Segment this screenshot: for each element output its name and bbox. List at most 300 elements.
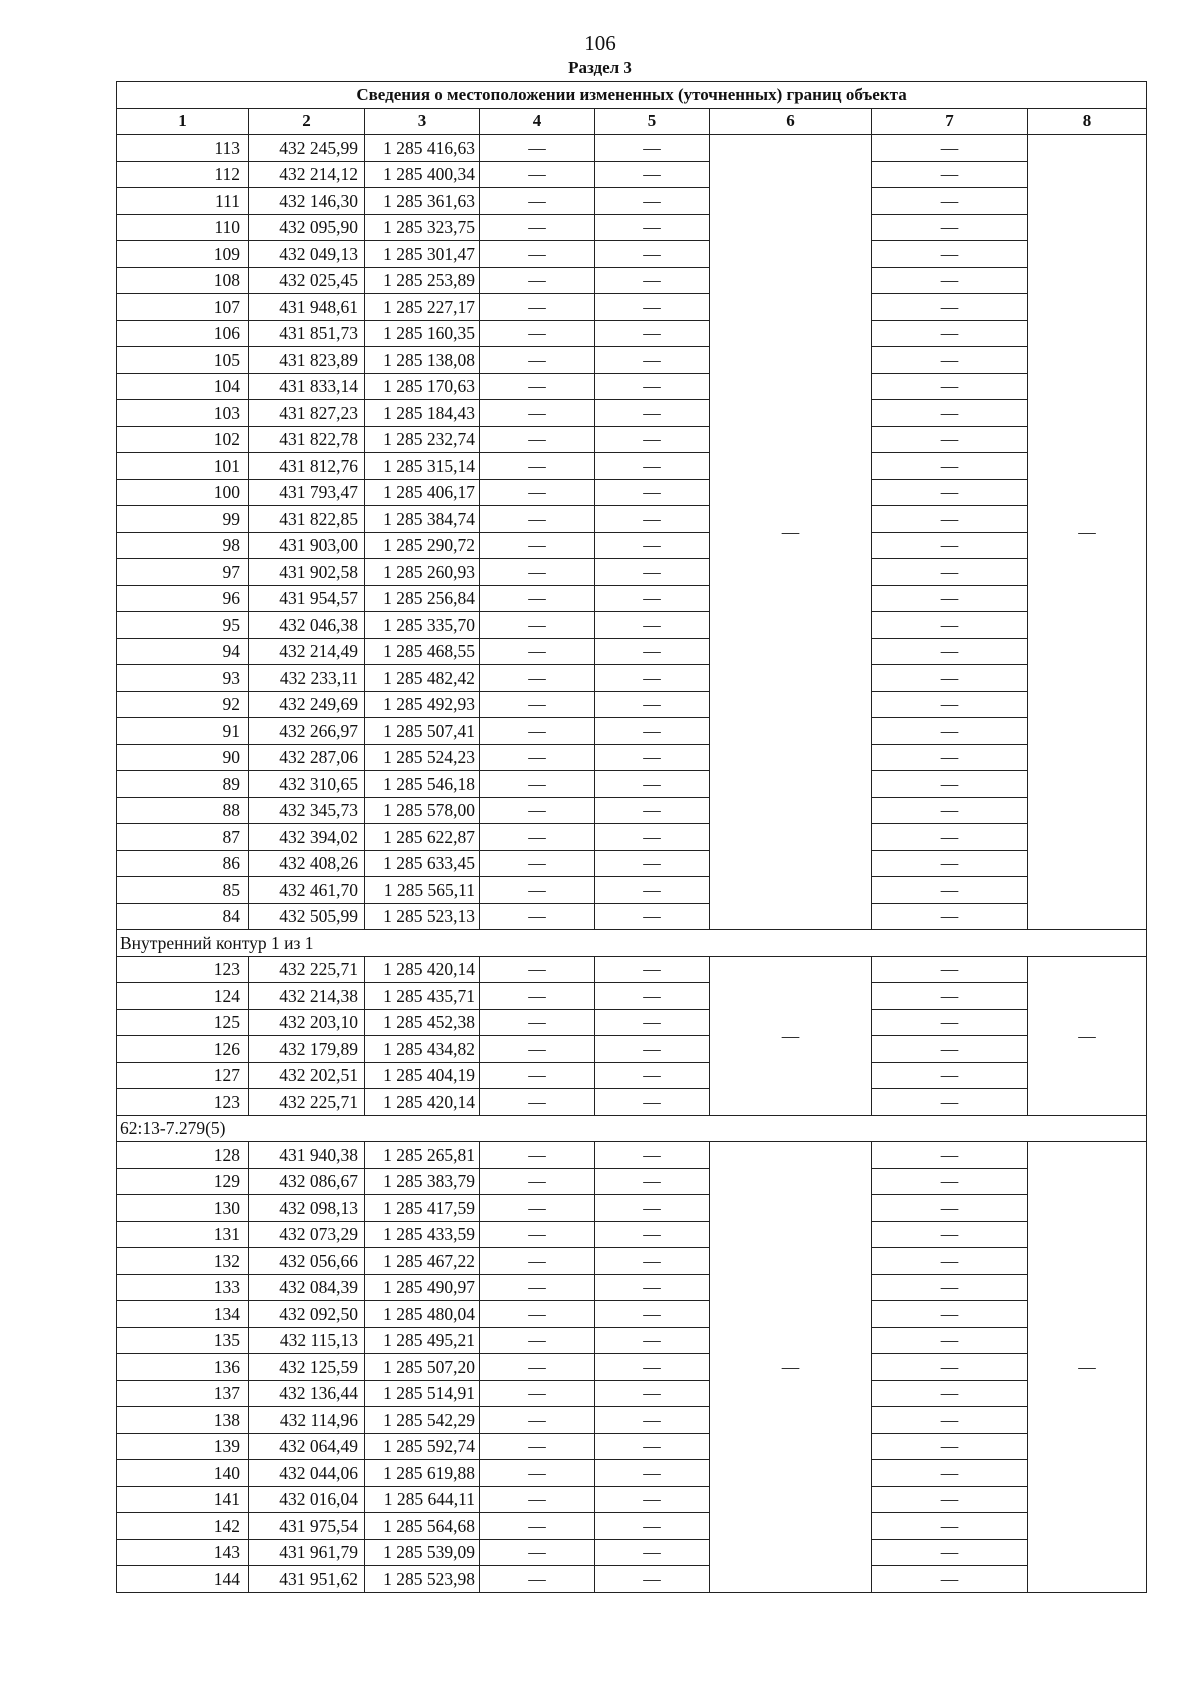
column-7-cell: — — [872, 135, 1028, 162]
table-row — [117, 1274, 1147, 1301]
column-4-cell: — — [480, 665, 595, 692]
column-4-cell: — — [480, 1089, 595, 1116]
column-7-cell: — — [872, 718, 1028, 745]
column-4-cell: — — [480, 453, 595, 480]
x-coordinate-cell: 432 092,50 — [249, 1301, 365, 1328]
table-row — [117, 294, 1147, 321]
point-number-cell: 123 — [117, 1089, 249, 1116]
point-number-cell: 110 — [117, 214, 249, 241]
section-label: Внутренний контур 1 из 1 — [117, 930, 1147, 957]
column-5-cell: — — [595, 294, 710, 321]
table-row — [117, 638, 1147, 665]
y-coordinate-cell: 1 285 622,87 — [365, 824, 480, 851]
column-7-cell: — — [872, 665, 1028, 692]
y-coordinate-cell: 1 285 416,63 — [365, 135, 480, 162]
column-5-cell: — — [595, 638, 710, 665]
y-coordinate-cell: 1 285 138,08 — [365, 347, 480, 374]
y-coordinate-cell: 1 285 417,59 — [365, 1195, 480, 1222]
column-7-cell: — — [872, 400, 1028, 427]
column-5-cell: — — [595, 135, 710, 162]
y-coordinate-cell: 1 285 301,47 — [365, 241, 480, 268]
column-4-cell: — — [480, 294, 595, 321]
column-5-cell: — — [595, 373, 710, 400]
point-number-cell: 134 — [117, 1301, 249, 1328]
column-header: 5 — [595, 108, 710, 135]
table-row — [117, 1142, 1147, 1169]
y-coordinate-cell: 1 285 507,41 — [365, 718, 480, 745]
column-4-cell: — — [480, 1221, 595, 1248]
column-header: 8 — [1028, 108, 1147, 135]
column-7-cell: — — [872, 1486, 1028, 1513]
table-row — [117, 479, 1147, 506]
column-7-cell: — — [872, 1301, 1028, 1328]
section-title: Раздел 3 — [568, 58, 632, 77]
x-coordinate-cell: 431 975,54 — [249, 1513, 365, 1540]
column-7-cell: — — [872, 877, 1028, 904]
column-5-cell: — — [595, 718, 710, 745]
point-number-cell: 96 — [117, 585, 249, 612]
column-8-merged-cell: — — [1028, 1142, 1147, 1593]
table-caption: Сведения о местоположении измененных (уточненных) границ объекта — [117, 82, 1147, 109]
x-coordinate-cell: 432 073,29 — [249, 1221, 365, 1248]
column-4-cell: — — [480, 1301, 595, 1328]
y-coordinate-cell: 1 285 452,38 — [365, 1009, 480, 1036]
table-row — [117, 585, 1147, 612]
table-row — [117, 241, 1147, 268]
table-row — [117, 1221, 1147, 1248]
table-row — [117, 1195, 1147, 1222]
x-coordinate-cell: 431 851,73 — [249, 320, 365, 347]
column-8-merged-cell: — — [1028, 956, 1147, 1115]
column-4-cell: — — [480, 161, 595, 188]
point-number-cell: 112 — [117, 161, 249, 188]
column-4-cell: — — [480, 1566, 595, 1593]
table-row — [117, 1539, 1147, 1566]
column-4-cell: — — [480, 956, 595, 983]
column-4-cell: — — [480, 824, 595, 851]
column-4-cell: — — [480, 1486, 595, 1513]
y-coordinate-cell: 1 285 290,72 — [365, 532, 480, 559]
point-number-cell: 133 — [117, 1274, 249, 1301]
column-5-cell: — — [595, 1327, 710, 1354]
table-row — [117, 400, 1147, 427]
x-coordinate-cell: 432 245,99 — [249, 135, 365, 162]
y-coordinate-cell: 1 285 383,79 — [365, 1168, 480, 1195]
point-number-cell: 92 — [117, 691, 249, 718]
column-6-merged-cell: — — [710, 135, 872, 930]
x-coordinate-cell: 432 408,26 — [249, 850, 365, 877]
column-5-cell: — — [595, 453, 710, 480]
boundary-coordinates-table — [116, 81, 1147, 1593]
table-row — [117, 1168, 1147, 1195]
y-coordinate-cell: 1 285 232,74 — [365, 426, 480, 453]
y-coordinate-cell: 1 285 565,11 — [365, 877, 480, 904]
column-5-cell: — — [595, 665, 710, 692]
x-coordinate-cell: 432 046,38 — [249, 612, 365, 639]
column-7-cell: — — [872, 347, 1028, 374]
column-7-cell: — — [872, 1566, 1028, 1593]
column-4-cell: — — [480, 506, 595, 533]
table-row — [117, 214, 1147, 241]
y-coordinate-cell: 1 285 253,89 — [365, 267, 480, 294]
point-number-cell: 135 — [117, 1327, 249, 1354]
y-coordinate-cell: 1 285 361,63 — [365, 188, 480, 215]
column-4-cell: — — [480, 1009, 595, 1036]
column-4-cell: — — [480, 903, 595, 930]
column-7-cell: — — [872, 320, 1028, 347]
table-row — [117, 744, 1147, 771]
column-5-cell: — — [595, 1301, 710, 1328]
point-number-cell: 100 — [117, 479, 249, 506]
point-number-cell: 97 — [117, 559, 249, 586]
table-row — [117, 903, 1147, 930]
point-number-cell: 109 — [117, 241, 249, 268]
point-number-cell: 104 — [117, 373, 249, 400]
x-coordinate-cell: 432 056,66 — [249, 1248, 365, 1275]
y-coordinate-cell: 1 285 335,70 — [365, 612, 480, 639]
column-5-cell: — — [595, 956, 710, 983]
column-7-cell: — — [872, 691, 1028, 718]
column-5-cell: — — [595, 1248, 710, 1275]
y-coordinate-cell: 1 285 434,82 — [365, 1036, 480, 1063]
table-row — [117, 373, 1147, 400]
column-4-cell: — — [480, 1460, 595, 1487]
table-row — [117, 1089, 1147, 1116]
column-5-cell: — — [595, 214, 710, 241]
point-number-cell: 91 — [117, 718, 249, 745]
table-row — [117, 850, 1147, 877]
page-number: 106 — [584, 31, 616, 55]
column-4-cell: — — [480, 214, 595, 241]
column-7-cell: — — [872, 267, 1028, 294]
column-5-cell: — — [595, 903, 710, 930]
y-coordinate-cell: 1 285 384,74 — [365, 506, 480, 533]
column-7-cell: — — [872, 797, 1028, 824]
column-4-cell: — — [480, 850, 595, 877]
column-7-cell: — — [872, 161, 1028, 188]
table-row — [117, 1301, 1147, 1328]
table-row — [117, 1407, 1147, 1434]
point-number-cell: 102 — [117, 426, 249, 453]
column-5-cell: — — [595, 983, 710, 1010]
y-coordinate-cell: 1 285 227,17 — [365, 294, 480, 321]
column-4-cell: — — [480, 241, 595, 268]
column-header: 7 — [872, 108, 1028, 135]
table-row — [117, 612, 1147, 639]
column-4-cell: — — [480, 1407, 595, 1434]
point-number-cell: 93 — [117, 665, 249, 692]
column-header: 4 — [480, 108, 595, 135]
table-row — [117, 983, 1147, 1010]
x-coordinate-cell: 432 214,12 — [249, 161, 365, 188]
column-4-cell: — — [480, 771, 595, 798]
column-4-cell: — — [480, 347, 595, 374]
point-number-cell: 137 — [117, 1380, 249, 1407]
table-row — [117, 771, 1147, 798]
column-5-cell: — — [595, 1274, 710, 1301]
column-7-cell: — — [872, 241, 1028, 268]
x-coordinate-cell: 432 214,38 — [249, 983, 365, 1010]
y-coordinate-cell: 1 285 468,55 — [365, 638, 480, 665]
column-5-cell: — — [595, 1380, 710, 1407]
column-5-cell: — — [595, 585, 710, 612]
column-5-cell: — — [595, 1354, 710, 1381]
point-number-cell: 87 — [117, 824, 249, 851]
point-number-cell: 98 — [117, 532, 249, 559]
column-4-cell: — — [480, 1274, 595, 1301]
column-7-cell: — — [872, 824, 1028, 851]
column-4-cell: — — [480, 320, 595, 347]
column-7-cell: — — [872, 1354, 1028, 1381]
x-coordinate-cell: 432 225,71 — [249, 1089, 365, 1116]
point-number-cell: 131 — [117, 1221, 249, 1248]
column-5-cell: — — [595, 347, 710, 374]
y-coordinate-cell: 1 285 315,14 — [365, 453, 480, 480]
column-4-cell: — — [480, 479, 595, 506]
column-7-cell: — — [872, 1248, 1028, 1275]
point-number-cell: 89 — [117, 771, 249, 798]
column-4-cell: — — [480, 1195, 595, 1222]
column-7-cell: — — [872, 453, 1028, 480]
column-5-cell: — — [595, 877, 710, 904]
x-coordinate-cell: 432 064,49 — [249, 1433, 365, 1460]
y-coordinate-cell: 1 285 523,13 — [365, 903, 480, 930]
column-5-cell: — — [595, 1221, 710, 1248]
column-7-cell: — — [872, 1089, 1028, 1116]
column-5-cell: — — [595, 1539, 710, 1566]
column-7-cell: — — [872, 1062, 1028, 1089]
point-number-cell: 108 — [117, 267, 249, 294]
point-number-cell: 99 — [117, 506, 249, 533]
column-5-cell: — — [595, 559, 710, 586]
column-4-cell: — — [480, 373, 595, 400]
table-row — [117, 161, 1147, 188]
column-8-merged-cell: — — [1028, 135, 1147, 930]
table-row — [117, 559, 1147, 586]
y-coordinate-cell: 1 285 420,14 — [365, 1089, 480, 1116]
table-row — [117, 1036, 1147, 1063]
table-row — [117, 1486, 1147, 1513]
column-7-cell: — — [872, 1433, 1028, 1460]
y-coordinate-cell: 1 285 433,59 — [365, 1221, 480, 1248]
x-coordinate-cell: 431 961,79 — [249, 1539, 365, 1566]
point-number-cell: 106 — [117, 320, 249, 347]
x-coordinate-cell: 432 461,70 — [249, 877, 365, 904]
column-4-cell: — — [480, 744, 595, 771]
y-coordinate-cell: 1 285 539,09 — [365, 1539, 480, 1566]
y-coordinate-cell: 1 285 524,23 — [365, 744, 480, 771]
y-coordinate-cell: 1 285 404,19 — [365, 1062, 480, 1089]
x-coordinate-cell: 431 822,78 — [249, 426, 365, 453]
point-number-cell: 124 — [117, 983, 249, 1010]
column-5-cell: — — [595, 400, 710, 427]
column-6-merged-cell: — — [710, 1142, 872, 1593]
column-4-cell: — — [480, 1513, 595, 1540]
x-coordinate-cell: 432 203,10 — [249, 1009, 365, 1036]
point-number-cell: 144 — [117, 1566, 249, 1593]
x-coordinate-cell: 432 345,73 — [249, 797, 365, 824]
x-coordinate-cell: 432 505,99 — [249, 903, 365, 930]
column-7-cell: — — [872, 532, 1028, 559]
table-row — [117, 1248, 1147, 1275]
x-coordinate-cell: 432 098,13 — [249, 1195, 365, 1222]
column-5-cell: — — [595, 797, 710, 824]
column-7-cell: — — [872, 373, 1028, 400]
y-coordinate-cell: 1 285 619,88 — [365, 1460, 480, 1487]
column-5-cell: — — [595, 1407, 710, 1434]
x-coordinate-cell: 432 266,97 — [249, 718, 365, 745]
y-coordinate-cell: 1 285 507,20 — [365, 1354, 480, 1381]
table-row — [117, 956, 1147, 983]
point-number-cell: 143 — [117, 1539, 249, 1566]
column-4-cell: — — [480, 1036, 595, 1063]
column-7-cell: — — [872, 1168, 1028, 1195]
table-row — [117, 797, 1147, 824]
x-coordinate-cell: 431 903,00 — [249, 532, 365, 559]
point-number-cell: 111 — [117, 188, 249, 215]
x-coordinate-cell: 432 095,90 — [249, 214, 365, 241]
column-5-cell: — — [595, 744, 710, 771]
y-coordinate-cell: 1 285 495,21 — [365, 1327, 480, 1354]
column-5-cell: — — [595, 824, 710, 851]
column-7-cell: — — [872, 1407, 1028, 1434]
column-4-cell: — — [480, 1062, 595, 1089]
y-coordinate-cell: 1 285 323,75 — [365, 214, 480, 241]
point-number-cell: 139 — [117, 1433, 249, 1460]
point-number-cell: 138 — [117, 1407, 249, 1434]
table-row — [117, 1327, 1147, 1354]
x-coordinate-cell: 432 086,67 — [249, 1168, 365, 1195]
point-number-cell: 142 — [117, 1513, 249, 1540]
column-4-cell: — — [480, 983, 595, 1010]
x-coordinate-cell: 432 016,04 — [249, 1486, 365, 1513]
column-5-cell: — — [595, 1009, 710, 1036]
column-4-cell: — — [480, 691, 595, 718]
point-number-cell: 95 — [117, 612, 249, 639]
column-5-cell: — — [595, 1460, 710, 1487]
table-row — [117, 1566, 1147, 1593]
column-7-cell: — — [872, 426, 1028, 453]
table-row — [117, 1062, 1147, 1089]
table-row — [117, 691, 1147, 718]
x-coordinate-cell: 432 115,13 — [249, 1327, 365, 1354]
column-4-cell: — — [480, 585, 595, 612]
point-number-cell: 130 — [117, 1195, 249, 1222]
table-row — [117, 1433, 1147, 1460]
column-7-cell: — — [872, 1460, 1028, 1487]
table-row — [117, 347, 1147, 374]
point-number-cell: 105 — [117, 347, 249, 374]
x-coordinate-cell: 431 948,61 — [249, 294, 365, 321]
column-4-cell: — — [480, 135, 595, 162]
column-7-cell: — — [872, 1142, 1028, 1169]
column-5-cell: — — [595, 479, 710, 506]
column-5-cell: — — [595, 188, 710, 215]
y-coordinate-cell: 1 285 492,93 — [365, 691, 480, 718]
x-coordinate-cell: 432 310,65 — [249, 771, 365, 798]
x-coordinate-cell: 432 114,96 — [249, 1407, 365, 1434]
column-5-cell: — — [595, 161, 710, 188]
point-number-cell: 85 — [117, 877, 249, 904]
column-7-cell: — — [872, 214, 1028, 241]
column-4-cell: — — [480, 612, 595, 639]
table-row — [117, 426, 1147, 453]
column-4-cell: — — [480, 718, 595, 745]
y-coordinate-cell: 1 285 400,34 — [365, 161, 480, 188]
point-number-cell: 126 — [117, 1036, 249, 1063]
table-row — [117, 1460, 1147, 1487]
x-coordinate-cell: 432 049,13 — [249, 241, 365, 268]
point-number-cell: 101 — [117, 453, 249, 480]
table-row — [117, 135, 1147, 162]
column-4-cell: — — [480, 1539, 595, 1566]
x-coordinate-cell: 432 394,02 — [249, 824, 365, 851]
x-coordinate-cell: 431 812,76 — [249, 453, 365, 480]
y-coordinate-cell: 1 285 546,18 — [365, 771, 480, 798]
x-coordinate-cell: 431 954,57 — [249, 585, 365, 612]
column-5-cell: — — [595, 1062, 710, 1089]
y-coordinate-cell: 1 285 256,84 — [365, 585, 480, 612]
column-5-cell: — — [595, 532, 710, 559]
y-coordinate-cell: 1 285 633,45 — [365, 850, 480, 877]
column-5-cell: — — [595, 1566, 710, 1593]
y-coordinate-cell: 1 285 160,35 — [365, 320, 480, 347]
column-header: 3 — [365, 108, 480, 135]
column-header-row — [117, 108, 1147, 135]
column-4-cell: — — [480, 426, 595, 453]
point-number-cell: 88 — [117, 797, 249, 824]
column-4-cell: — — [480, 267, 595, 294]
column-7-cell: — — [872, 983, 1028, 1010]
point-number-cell: 132 — [117, 1248, 249, 1275]
column-7-cell: — — [872, 1380, 1028, 1407]
column-4-cell: — — [480, 532, 595, 559]
column-7-cell: — — [872, 612, 1028, 639]
point-number-cell: 103 — [117, 400, 249, 427]
column-4-cell: — — [480, 797, 595, 824]
point-number-cell: 94 — [117, 638, 249, 665]
point-number-cell: 84 — [117, 903, 249, 930]
table-row — [117, 1380, 1147, 1407]
column-4-cell: — — [480, 1327, 595, 1354]
section-label-row — [117, 1115, 1147, 1142]
column-7-cell: — — [872, 294, 1028, 321]
column-7-cell: — — [872, 1539, 1028, 1566]
x-coordinate-cell: 431 902,58 — [249, 559, 365, 586]
column-5-cell: — — [595, 1513, 710, 1540]
column-5-cell: — — [595, 1089, 710, 1116]
x-coordinate-cell: 431 940,38 — [249, 1142, 365, 1169]
column-7-cell: — — [872, 1274, 1028, 1301]
y-coordinate-cell: 1 285 564,68 — [365, 1513, 480, 1540]
point-number-cell: 86 — [117, 850, 249, 877]
column-5-cell: — — [595, 691, 710, 718]
column-header: 1 — [117, 108, 249, 135]
table-row — [117, 824, 1147, 851]
x-coordinate-cell: 432 225,71 — [249, 956, 365, 983]
x-coordinate-cell: 432 084,39 — [249, 1274, 365, 1301]
column-5-cell: — — [595, 850, 710, 877]
y-coordinate-cell: 1 285 592,74 — [365, 1433, 480, 1460]
column-4-cell: — — [480, 1142, 595, 1169]
y-coordinate-cell: 1 285 482,42 — [365, 665, 480, 692]
column-7-cell: — — [872, 771, 1028, 798]
column-4-cell: — — [480, 188, 595, 215]
table-row — [117, 320, 1147, 347]
column-5-cell: — — [595, 1036, 710, 1063]
point-number-cell: 141 — [117, 1486, 249, 1513]
x-coordinate-cell: 432 202,51 — [249, 1062, 365, 1089]
